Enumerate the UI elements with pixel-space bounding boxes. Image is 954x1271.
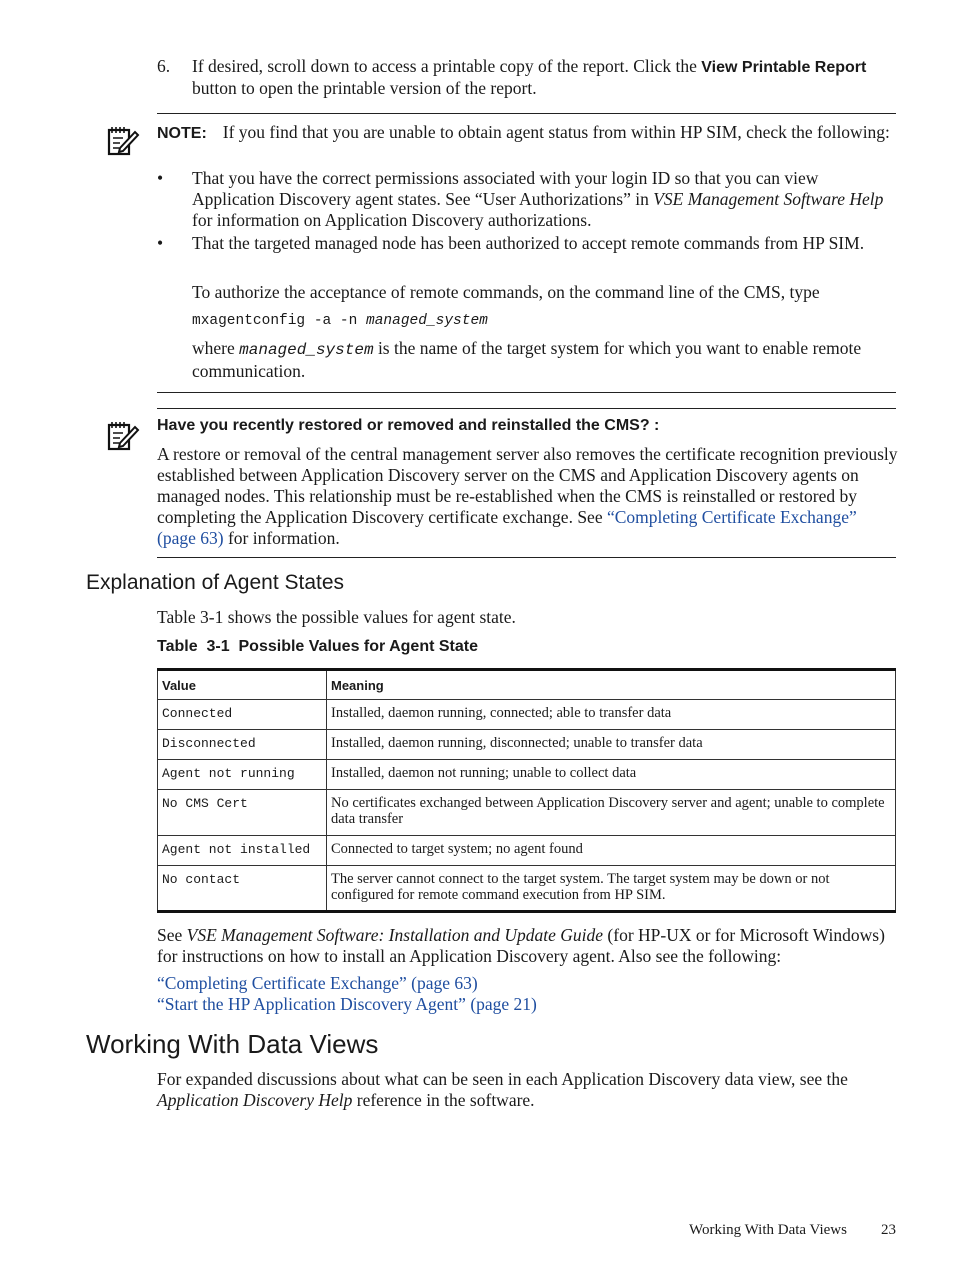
table-intro: Table 3-1 shows the possible values for agent state. (157, 607, 516, 627)
completing-certificate-exchange-link[interactable]: “Completing Certificate Exchange” (page 63) (157, 973, 478, 993)
where-text (192, 338, 896, 382)
table-caption: Table 3-1 Possible Values for Agent State (157, 638, 478, 655)
command-text: mxagentconfig -a -n (192, 313, 367, 329)
section-title-data-views: Working With Data Views (86, 1029, 379, 1059)
data-views-text (157, 1069, 898, 1111)
note2-after: for information. (223, 528, 340, 548)
start-agent-link[interactable]: “Start the HP Application Discovery Agent” (page 21) (157, 994, 537, 1014)
authorize-text: To authorize the acceptance of remote commands, on the command line of the CMS, type (192, 282, 820, 302)
note-bullet-2: That the targeted managed node has been authorized to accept remote commands from HP SIM. (192, 233, 865, 253)
view-printable-report-button-name: View Printable Report (701, 59, 867, 76)
note-bullet-1 (192, 168, 896, 231)
section-title-agent-states: Explanation of Agent States (86, 571, 345, 594)
value-cell: No contact (158, 866, 327, 912)
bullet-1-before: That you have the correct permissions associated with your login ID so that you can view Application Discovery agent states. See “User Authorizations” in (192, 168, 819, 209)
bullet-1-after: for information on Application Discovery authorizations. (192, 210, 592, 230)
step-6-text-after: button to open the printable version of the report. (192, 78, 537, 98)
note-pencil-icon (106, 419, 140, 453)
step-6-text-before: If desired, scroll down to access a printable copy of the report. Click the (192, 56, 702, 76)
footer-title: Working With Data Views (689, 1222, 847, 1238)
where-prefix: where (192, 338, 240, 358)
note-label: NOTE: (157, 125, 207, 142)
where-code: managed_system (239, 341, 374, 359)
note2-body-text: A restore or removal of the central management server also removes the certificate recognition previously established between Application Discovery server on the CMS and Application Discovery agents on managed nodes. This relationship must be re-established when the CMS is reinstalled or restored by completing the Application Discovery certificate exchange. See (157, 444, 898, 527)
column-header-meaning: Meaning (327, 670, 896, 700)
table-row (158, 700, 896, 730)
page-number: 23 (881, 1222, 896, 1238)
command-line (192, 313, 488, 329)
table-row (158, 836, 896, 866)
see-guide-text (157, 925, 898, 967)
see-rest: (for HP-UX or for Microsoft Windows) for instructions on how to install an Application Discovery agent. Also see the following: (157, 925, 885, 966)
meaning-cell: No certificates exchanged between Application Discovery server and agent; unable to complete data transfer (327, 790, 896, 836)
bullet-icon: • (157, 233, 164, 253)
value-cell: No CMS Cert (158, 790, 327, 836)
note-intro-text: If you find that you are unable to obtain agent status from within HP SIM, check the following: (222, 122, 890, 142)
meaning-cell: Installed, daemon not running; unable to collect data (327, 760, 896, 790)
see-prefix: See (157, 925, 187, 945)
command-arg: managed_system (366, 313, 488, 329)
note-intro (157, 122, 896, 144)
table-row (158, 866, 896, 912)
value-cell: Agent not installed (158, 836, 327, 866)
table-row (158, 790, 896, 836)
agent-state-table (157, 668, 896, 913)
step-number: 6. (157, 56, 171, 76)
note2-bottom-rule (157, 557, 896, 558)
bullet-1-italic: VSE Management Software Help (653, 189, 884, 209)
note2-body (157, 444, 898, 549)
value-cell: Disconnected (158, 730, 327, 760)
step-6-text (192, 56, 896, 99)
note2-heading: Have you recently restored or removed and reinstalled the CMS? : (157, 417, 660, 434)
value-cell: Connected (158, 700, 327, 730)
bullet-icon: • (157, 168, 164, 188)
meaning-cell: Installed, daemon running, connected; able to transfer data (327, 700, 896, 730)
meaning-cell: The server cannot connect to the target system. The target system may be down or not configured for remote command execution from HP SIM. (327, 866, 896, 912)
data-views-before: For expanded discussions about what can be seen in each Application Discovery data view, see the (157, 1069, 848, 1089)
note-bottom-rule (157, 392, 896, 393)
see-guide-title: VSE Management Software: Installation and Update Guide (186, 925, 604, 945)
completing-certificate-exchange-link[interactable]: “Completing Certificate Exchange” (page 63) (157, 507, 857, 548)
meaning-cell: Connected to target system; no agent found (327, 836, 896, 866)
note-top-rule (157, 113, 896, 114)
column-header-value: Value (158, 670, 327, 700)
meaning-cell: Installed, daemon running, disconnected; unable to transfer data (327, 730, 896, 760)
table-header-row (158, 670, 896, 700)
table-row (158, 760, 896, 790)
data-views-italic: Application Discovery Help (157, 1090, 353, 1110)
where-rest: is the name of the target system for which you want to enable remote communication. (192, 338, 862, 381)
note2-top-rule (157, 408, 896, 409)
data-views-after: reference in the software. (352, 1090, 535, 1110)
table-row (158, 730, 896, 760)
note-pencil-icon (106, 124, 140, 158)
value-cell: Agent not running (158, 760, 327, 790)
